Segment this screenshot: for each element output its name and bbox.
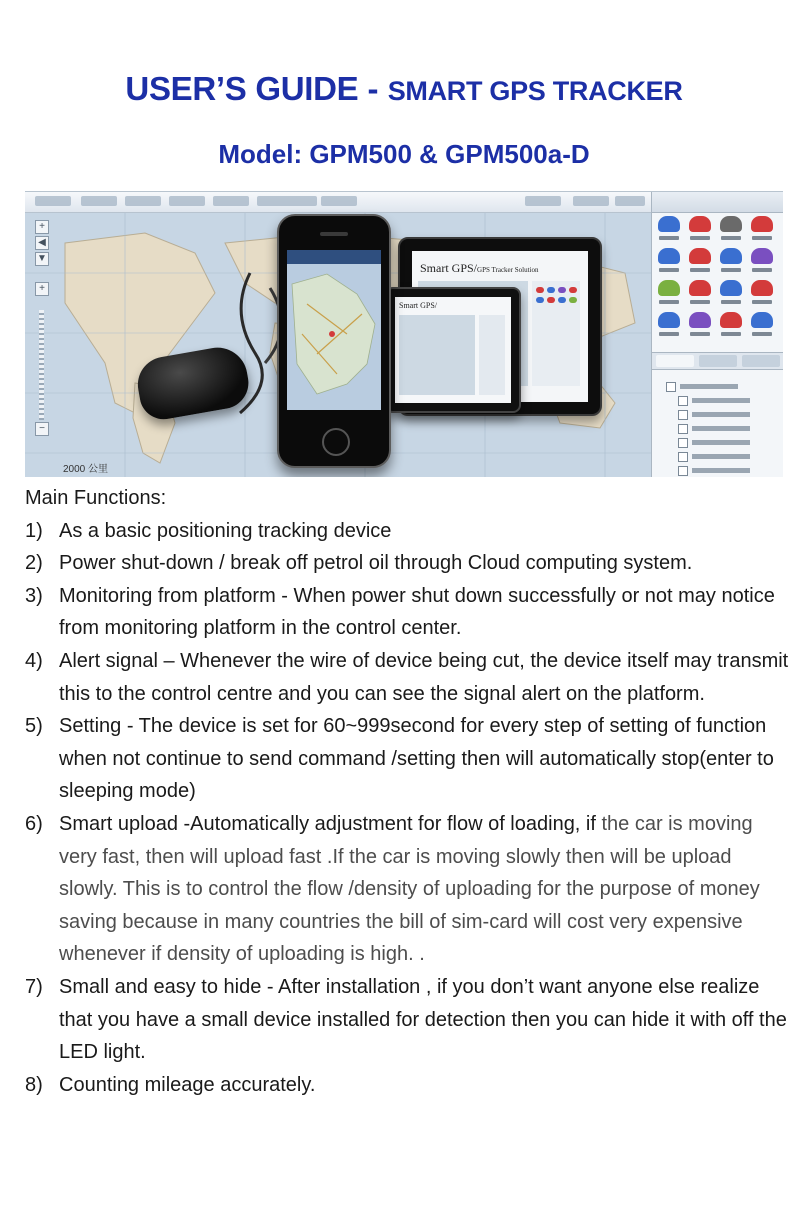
list-item: 7) Small and easy to hide - After installation , if you don’t want anyone else realize that you have a small device installed for detection then you can hide it with off the LED light. bbox=[25, 975, 787, 1064]
tablet-brand-suffix: GPS Tracker Solution bbox=[477, 266, 539, 274]
document-title bbox=[0, 66, 808, 119]
map-toolbar bbox=[25, 192, 651, 213]
smartphone bbox=[277, 214, 391, 468]
title-separator: - bbox=[358, 70, 388, 107]
title-subtitle: SMART GPS TRACKER bbox=[387, 76, 683, 106]
list-item: 8) Counting mileage accurately. bbox=[25, 1073, 316, 1096]
map-zoom-control[interactable]: + ◀ ▼ + − bbox=[33, 220, 51, 430]
title-main: USER’S GUIDE bbox=[125, 70, 359, 107]
vehicle-status-panel bbox=[651, 192, 783, 477]
list-item: 5) Setting - The device is set for 60~999second for every step of setting of function when not continue to send command /setting then will automatically stop(enter to sleeping mode) bbox=[25, 715, 774, 803]
product-hero-image bbox=[25, 191, 783, 477]
list-item: 1) As a basic positioning tracking device bbox=[25, 519, 392, 542]
tablet-small bbox=[385, 287, 521, 413]
phone-home-button bbox=[322, 428, 350, 456]
functions-list bbox=[25, 515, 795, 1102]
main-functions-section bbox=[25, 482, 795, 1101]
list-item: 3) Monitoring from platform - When power shut down successfully or not may notice from monitoring platform in the control center. bbox=[25, 584, 775, 640]
list-item: 2) Power shut-down / break off petrol oil through Cloud computing system. bbox=[25, 552, 693, 575]
panel-tabs[interactable] bbox=[652, 352, 783, 370]
model-line: Model: GPM500 & GPM500a-D bbox=[218, 139, 590, 169]
tablet-brand: Smart GPS/ bbox=[420, 261, 478, 275]
main-functions-heading: Main Functions: bbox=[25, 487, 167, 509]
list-item: 4) Alert signal – Whenever the wire of device being cut, the device itself may transmit this to the control centre and you can see the signal alert on the platform. bbox=[25, 649, 789, 705]
small-tablet-brand: Smart GPS/ bbox=[399, 301, 438, 310]
map-scale: 2000 公里 bbox=[63, 464, 109, 475]
list-item: 6) Smart upload -Automatically adjustment for flow of loading, if the car is moving very fast, then will upload fast .If the car is moving slowly then will be upload slowly. This is to control the flow /density of uploading for the purpose of money saving because in many countries the bill of sim-card will cost very expensive whenever if density of uploading is high. . bbox=[25, 812, 760, 966]
